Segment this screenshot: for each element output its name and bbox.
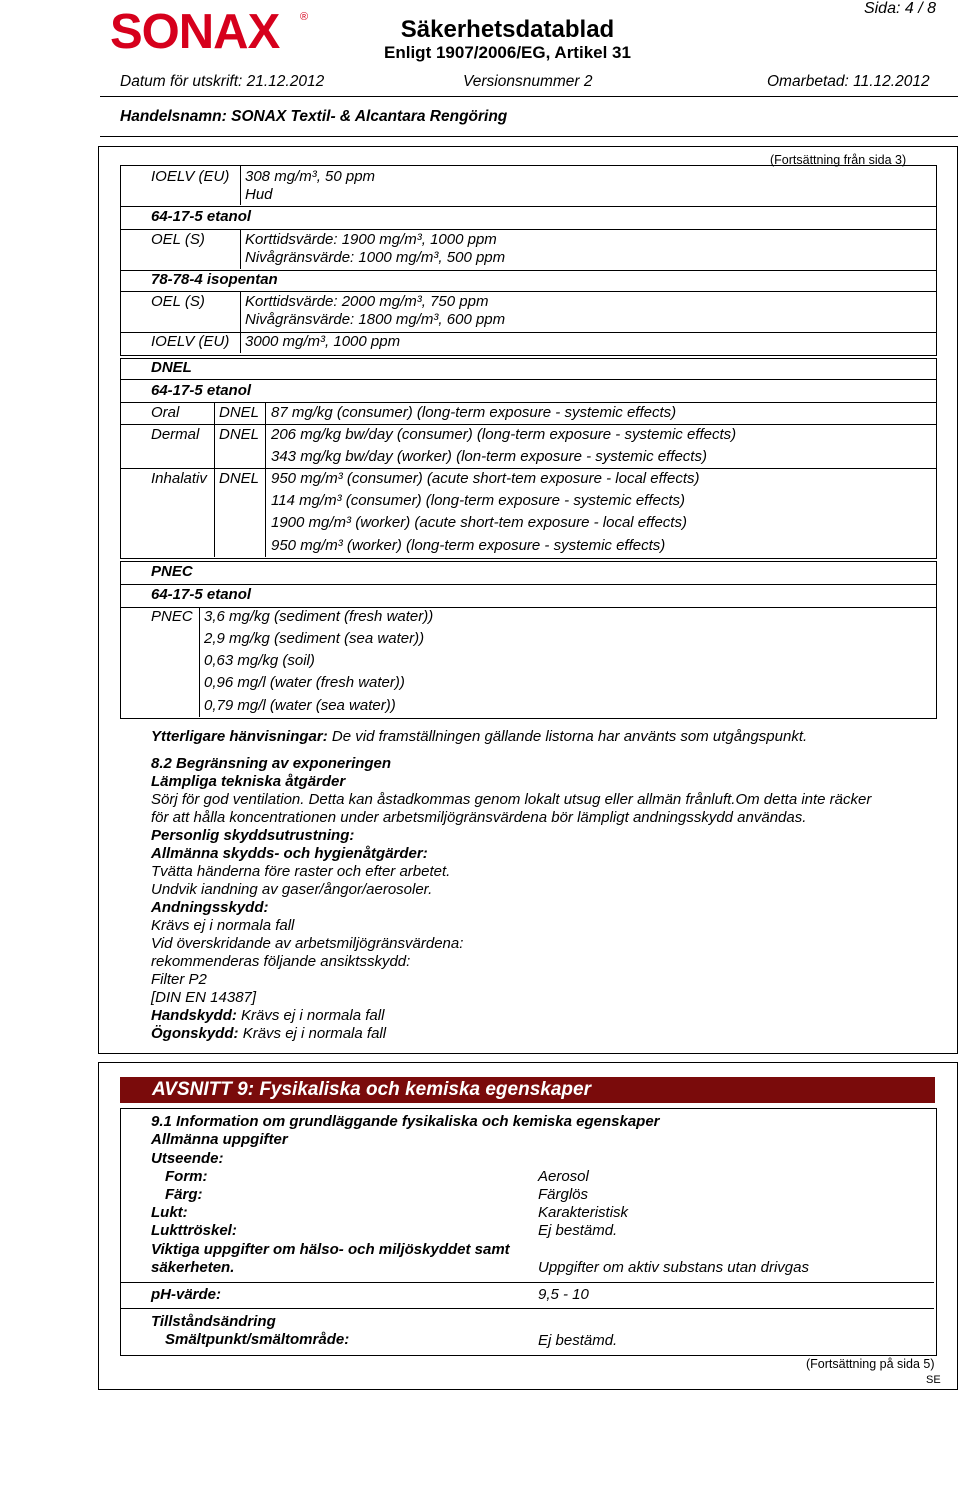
route-label: Inhalativ bbox=[151, 470, 207, 487]
dnel-value: 343 mg/kg bw/day (worker) (lon-term exposure - systemic effects) bbox=[271, 448, 707, 465]
ventilation-text: Sörj för god ventilation. Detta kan åstadkommas genom lokalt utsug eller allmän frånluft.Om detta inte räcker bbox=[151, 791, 872, 808]
pnec-value: 0,96 mg/l (water (fresh water)) bbox=[204, 674, 405, 691]
prop-label: Form: bbox=[165, 1168, 208, 1185]
limit-value: Korttidsvärde: 1900 mg/m³, 1000 ppm bbox=[245, 231, 497, 248]
respiratory-text: rekommenderas följande ansiktsskydd: bbox=[151, 953, 411, 970]
prop-label: Smältpunkt/smältområde: bbox=[165, 1331, 350, 1348]
prop-label: Lukttröskel: bbox=[151, 1222, 237, 1239]
prop-label: Viktiga uppgifter om hälso- och miljöskyddet samt bbox=[151, 1241, 510, 1258]
limit-value: Korttidsvärde: 2000 mg/m³, 750 ppm bbox=[245, 293, 489, 310]
ventilation-text: för att hålla koncentrationen under arbetsmiljögränsvärdena bör lämpligt andningsskydd användas. bbox=[151, 809, 807, 826]
limit-value: Nivågränsvärde: 1800 mg/m³, 600 ppm bbox=[245, 311, 506, 328]
dnel-value: 87 mg/kg (consumer) (long-term exposure - systemic effects) bbox=[271, 404, 677, 421]
version-number: Versionsnummer 2 bbox=[463, 73, 593, 90]
prop-label: Färg: bbox=[165, 1186, 203, 1203]
pnec-title-row bbox=[120, 561, 937, 585]
route-label: Dermal bbox=[151, 426, 200, 443]
language-code: SE bbox=[926, 1374, 941, 1386]
respiratory-text: Filter P2 bbox=[151, 971, 207, 988]
dnel-title: DNEL bbox=[151, 359, 192, 376]
section-9-1-heading: 9.1 Information om grundläggande fysikaliska och kemiska egenskaper bbox=[151, 1113, 660, 1130]
limit-value: 308 mg/m³, 50 ppm bbox=[245, 168, 376, 185]
dnel-value: 114 mg/m³ (consumer) (long-term exposure - systemic effects) bbox=[271, 492, 686, 509]
substance-name: 64-17-5 etanol bbox=[151, 208, 252, 225]
type-label: DNEL bbox=[219, 426, 260, 443]
oel-row-1 bbox=[120, 229, 937, 271]
document-title: Säkerhetsdatablad bbox=[400, 16, 615, 43]
respiratory-text: [DIN EN 14387] bbox=[151, 989, 257, 1006]
dnel-value: 206 mg/kg bw/day (consumer) (long-term exposure - systemic effects) bbox=[271, 426, 737, 443]
type-label: DNEL bbox=[219, 470, 260, 487]
pnec-value: 0,63 mg/kg (soil) bbox=[204, 652, 315, 669]
prop-label: pH-värde: bbox=[151, 1286, 222, 1303]
eye-protection: Ögonskydd: Krävs ej i normala fall bbox=[151, 1025, 387, 1042]
continued-to: (Fortsättning på sida 5) bbox=[806, 1357, 935, 1371]
prop-value: Aerosol bbox=[538, 1168, 589, 1185]
limit-label: OEL (S) bbox=[151, 293, 205, 310]
prop-value: Uppgifter om aktiv substans utan drivgas bbox=[538, 1259, 809, 1276]
technical-measures-heading: Lämpliga tekniska åtgärder bbox=[151, 773, 346, 790]
continued-from: (Fortsättning från sida 3) bbox=[770, 153, 907, 167]
header-divider bbox=[100, 96, 958, 97]
prop-label: säkerheten. bbox=[151, 1259, 235, 1276]
pnec-value: 2,9 mg/kg (sediment (sea water)) bbox=[204, 630, 425, 647]
pnec-value: 3,6 mg/kg (sediment (fresh water)) bbox=[204, 608, 434, 625]
dnel-title-row bbox=[120, 358, 937, 380]
ppe-heading: Personlig skyddsutrustning: bbox=[151, 827, 355, 844]
prop-value: Karakteristisk bbox=[538, 1204, 629, 1221]
limit-value: Nivågränsvärde: 1000 mg/m³, 500 ppm bbox=[245, 249, 506, 266]
svg-text:SONAX: SONAX bbox=[110, 6, 280, 54]
hand-protection: Handskydd: Krävs ej i normala fall bbox=[151, 1007, 385, 1024]
trade-name: Handelsnamn: SONAX Textil- & Alcantara Rengöring bbox=[120, 108, 508, 125]
limit-value: 3000 mg/m³, 1000 ppm bbox=[245, 333, 401, 350]
prop-value: Ej bestämd. bbox=[538, 1222, 618, 1239]
limit-label: IOELV (EU) bbox=[151, 168, 230, 185]
substance-name: 64-17-5 etanol bbox=[151, 382, 252, 399]
type-label: DNEL bbox=[219, 404, 260, 421]
limit-label: OEL (S) bbox=[151, 231, 205, 248]
respiratory-heading: Andningsskydd: bbox=[151, 899, 269, 916]
section-8-2-heading: 8.2 Begränsning av exponeringen bbox=[151, 755, 392, 772]
print-date: Datum för utskrift: 21.12.2012 bbox=[120, 73, 325, 90]
limit-label: IOELV (EU) bbox=[151, 333, 230, 350]
hygiene-text: Tvätta händerna före raster och efter arbetet. bbox=[151, 863, 451, 880]
revised-date: Omarbetad: 11.12.2012 bbox=[767, 73, 930, 90]
prop-value: Färglös bbox=[538, 1186, 589, 1203]
hygiene-text: Undvik iandning av gaser/ångor/aerosoler. bbox=[151, 881, 433, 898]
pnec-value: 0,79 mg/l (water (sea water)) bbox=[204, 697, 396, 714]
prop-value: Ej bestämd. bbox=[538, 1332, 618, 1349]
sonax-logo bbox=[110, 6, 312, 54]
dnel-value: 950 mg/m³ (worker) (long-term exposure - systemic effects) bbox=[271, 537, 666, 554]
svg-text:®: ® bbox=[300, 11, 309, 23]
dnel-value: 950 mg/m³ (consumer) (acute short-tem exposure - local effects) bbox=[271, 470, 700, 487]
prop-label: Lukt: bbox=[151, 1204, 188, 1221]
ioelv-row-2 bbox=[120, 332, 937, 356]
pnec-label: PNEC bbox=[151, 608, 193, 625]
section-9-title: AVSNITT 9: Fysikaliska och kemiska egenskaper bbox=[120, 1077, 935, 1103]
oel-row-2 bbox=[120, 291, 937, 333]
further-references: Ytterligare hänvisningar: De vid framställningen gällande listorna har använts som utgångspunkt. bbox=[151, 728, 808, 745]
respiratory-text: Krävs ej i normala fall bbox=[151, 917, 295, 934]
substance-name: 64-17-5 etanol bbox=[151, 586, 252, 603]
route-label: Oral bbox=[151, 404, 180, 421]
limit-value: Hud bbox=[245, 186, 273, 203]
general-info-heading: Allmänna uppgifter bbox=[151, 1131, 288, 1148]
substance-name: 78-78-4 isopentan bbox=[151, 271, 278, 288]
prop-value: 9,5 - 10 bbox=[538, 1286, 589, 1303]
appearance-heading: Utseende: bbox=[151, 1150, 224, 1167]
dnel-value: 1900 mg/m³ (worker) (acute short-tem exposure - local effects) bbox=[271, 514, 687, 531]
pnec-title: PNEC bbox=[151, 563, 193, 580]
document-subtitle: Enligt 1907/2006/EG, Artikel 31 bbox=[384, 43, 631, 62]
hygiene-heading: Allmänna skydds- och hygienåtgärder: bbox=[151, 845, 428, 862]
state-change-heading: Tillståndsändring bbox=[151, 1313, 276, 1330]
page-number: Sida: 4 / 8 bbox=[863, 0, 936, 17]
header-divider-2 bbox=[100, 136, 958, 137]
respiratory-text: Vid överskridande av arbetsmiljögränsvärdena: bbox=[151, 935, 464, 952]
ioelv-row-1 bbox=[120, 165, 937, 207]
